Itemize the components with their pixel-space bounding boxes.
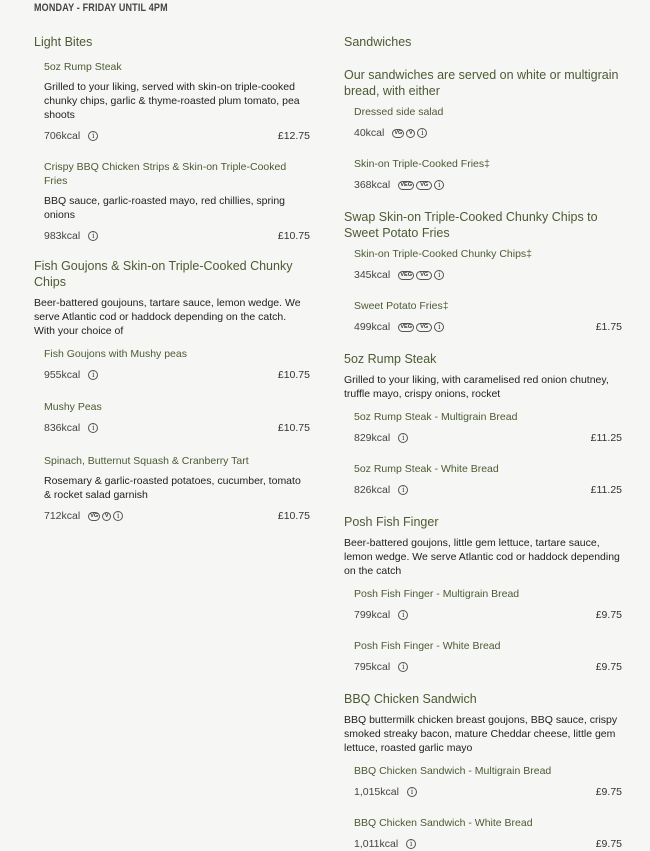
item-description: Grilled to your liking, served with skin-on triple-cooked chunky chips, garlic & thyme-roasted plum tomato, pea shoots [44,81,300,121]
item-kcal: 706kcal [44,130,81,142]
info-icon[interactable]: i [398,485,408,495]
item-name: Sweet Potato Fries‡ [354,300,449,312]
item-price: £9.75 [595,661,622,673]
section-sandwiches [344,34,622,192]
info-icon[interactable]: i [88,370,98,380]
info-icon[interactable]: i [88,131,98,141]
section-title: Light Bites [34,35,93,49]
item-name: Crispy BBQ Chicken Strips & Skin-on Triple-Cooked Fries [44,161,287,187]
section-title: Posh Fish Finger [344,515,439,529]
vegan-badge-icon: VG [394,130,403,136]
info-icon[interactable]: i [88,423,98,433]
section-rump-steak [344,351,622,497]
item-price: £1.75 [595,321,622,333]
section-description: Beer-battered goujons, little gem lettuce, tartare sauce, lemon wedge. We serve Atlantic cod or haddock depending on the catch [344,537,620,577]
item-meta [354,126,622,140]
item-meta [354,268,622,282]
menu-item[interactable] [44,347,310,382]
item-kcal: 345kcal [354,269,391,281]
item-price: £10.75 [277,422,310,434]
menu-item[interactable] [354,105,622,140]
item-name: BBQ Chicken Sandwich - Multigrain Bread [354,765,552,777]
vegetarian-badge-icon: V [102,512,111,521]
item-kcal: 799kcal [354,609,391,621]
item-kcal: 712kcal [44,510,81,522]
item-meta [354,431,622,445]
item-kcal: 40kcal [354,127,385,139]
info-icon[interactable]: i [407,787,417,797]
menu-item[interactable] [354,639,622,674]
item-name: 5oz Rump Steak [44,61,122,73]
item-name: Skin-on Triple-Cooked Chunky Chips‡ [354,248,533,260]
item-price: £11.25 [590,432,622,444]
info-icon[interactable]: i [113,511,123,521]
section-bbq-chicken-sandwich [344,691,622,851]
section-title: Fish Goujons & Skin-on Triple-Cooked Chunky Chips [34,259,293,289]
info-icon[interactable]: i [88,231,98,241]
item-name: Dressed side salad [354,106,444,118]
item-meta [354,178,622,192]
info-icon[interactable]: i [398,610,408,620]
vegetarian-badge-icon: VEG [398,323,414,332]
item-meta [354,837,622,851]
item-name: Fish Goujons with Mushy peas [44,348,187,360]
item-description: BBQ sauce, garlic-roasted mayo, red chillies, spring onions [44,195,286,221]
vegetarian-badge-icon: VEG [398,181,414,190]
item-description: Rosemary & garlic-roasted potatoes, cucumber, tomato & rocket salad garnish [44,475,301,501]
item-price: £10.75 [277,230,310,242]
item-kcal: 836kcal [44,422,81,434]
item-price: £12.75 [277,130,310,142]
item-name: Mushy Peas [44,401,102,413]
item-meta [354,660,622,674]
section-subtitle: Our sandwiches are served on white or multigrain bread, with either [344,68,619,98]
item-kcal: 499kcal [354,321,391,333]
section-fish-goujons [34,258,310,523]
menu-item[interactable] [354,816,622,851]
section-title: 5oz Rump Steak [344,352,437,366]
item-kcal: 1,015kcal [354,786,399,798]
info-icon[interactable]: i [434,270,444,280]
section-description: BBQ buttermilk chicken breast goujons, BBQ sauce, crispy smoked streaky bacon, mature Cheddar cheese, little gem lettuce, roasted garlic mayo [344,714,618,754]
menu-item[interactable] [44,400,310,435]
item-name: 5oz Rump Steak - Multigrain Bread [354,411,518,423]
item-price: £11.25 [590,484,622,496]
item-kcal: 368kcal [354,179,391,191]
section-posh-fish-finger [344,514,622,674]
item-kcal: 795kcal [354,661,391,673]
item-meta [44,129,310,143]
item-meta [354,320,622,334]
vegan-badge-icon: VG [90,513,99,519]
menu-item[interactable] [354,587,622,622]
section-title: Sandwiches [344,35,412,49]
vegan-badge-icon: VG [416,271,432,280]
info-icon[interactable]: i [434,180,444,190]
item-price: £9.75 [595,609,622,621]
item-name: Skin-on Triple-Cooked Fries‡ [354,158,490,170]
section-description: Beer-battered goujouns, tartare sauce, lemon wedge. We serve Atlantic cod or haddock depending on the catch. With your choice of [34,297,301,337]
menu-item[interactable] [354,462,622,497]
vegan-badge-icon: VG [416,323,432,332]
item-meta [354,785,622,799]
item-kcal: 983kcal [44,230,81,242]
item-price: £9.75 [595,838,622,850]
item-meta [44,509,310,523]
item-meta [44,421,310,435]
info-icon[interactable]: i [406,839,416,849]
vegan-badge-icon: VG [416,181,432,190]
menu-item[interactable] [354,299,622,334]
menu-item[interactable] [354,764,622,799]
vegetarian-badge-icon: V [406,129,415,138]
menu-item[interactable] [354,247,622,282]
item-meta [354,608,622,622]
section-light-bites [34,34,310,243]
item-meta [44,368,310,382]
info-icon[interactable]: i [417,128,427,138]
info-icon[interactable]: i [398,433,408,443]
item-meta [44,229,310,243]
item-name: 5oz Rump Steak - White Bread [354,463,499,475]
right-column [344,34,622,851]
item-price: £10.75 [277,510,310,522]
section-title: BBQ Chicken Sandwich [344,692,477,706]
menu-item[interactable] [44,454,310,523]
item-name: Posh Fish Finger - Multigrain Bread [354,588,520,600]
menu-item[interactable] [354,157,622,192]
section-swap [344,209,622,334]
vegetarian-badge-icon: VEG [398,271,414,280]
info-icon[interactable]: i [398,662,408,672]
item-price: £9.75 [595,786,622,798]
menu-item[interactable] [354,410,622,445]
section-description: Grilled to your liking, with caramelised red onion chutney, truffle mayo, crispy onions, rocket [344,374,609,400]
left-column [34,34,310,523]
item-name: BBQ Chicken Sandwich - White Bread [354,817,533,829]
item-kcal: 955kcal [44,369,81,381]
item-kcal: 826kcal [354,484,391,496]
item-kcal: 829kcal [354,432,391,444]
item-kcal: 1,011kcal [354,838,399,850]
item-name: Posh Fish Finger - White Bread [354,640,501,652]
section-title: Swap Skin-on Triple-Cooked Chunky Chips to Sweet Potato Fries [344,210,598,240]
menu-availability-banner: MONDAY - FRIDAY UNTIL 4PM [34,2,168,14]
item-name: Spinach, Butternut Squash & Cranberry Tart [44,455,249,467]
info-icon[interactable]: i [434,322,444,332]
menu-item[interactable] [44,60,310,143]
item-meta [354,483,622,497]
menu-item[interactable] [44,160,310,243]
item-price: £10.75 [277,369,310,381]
